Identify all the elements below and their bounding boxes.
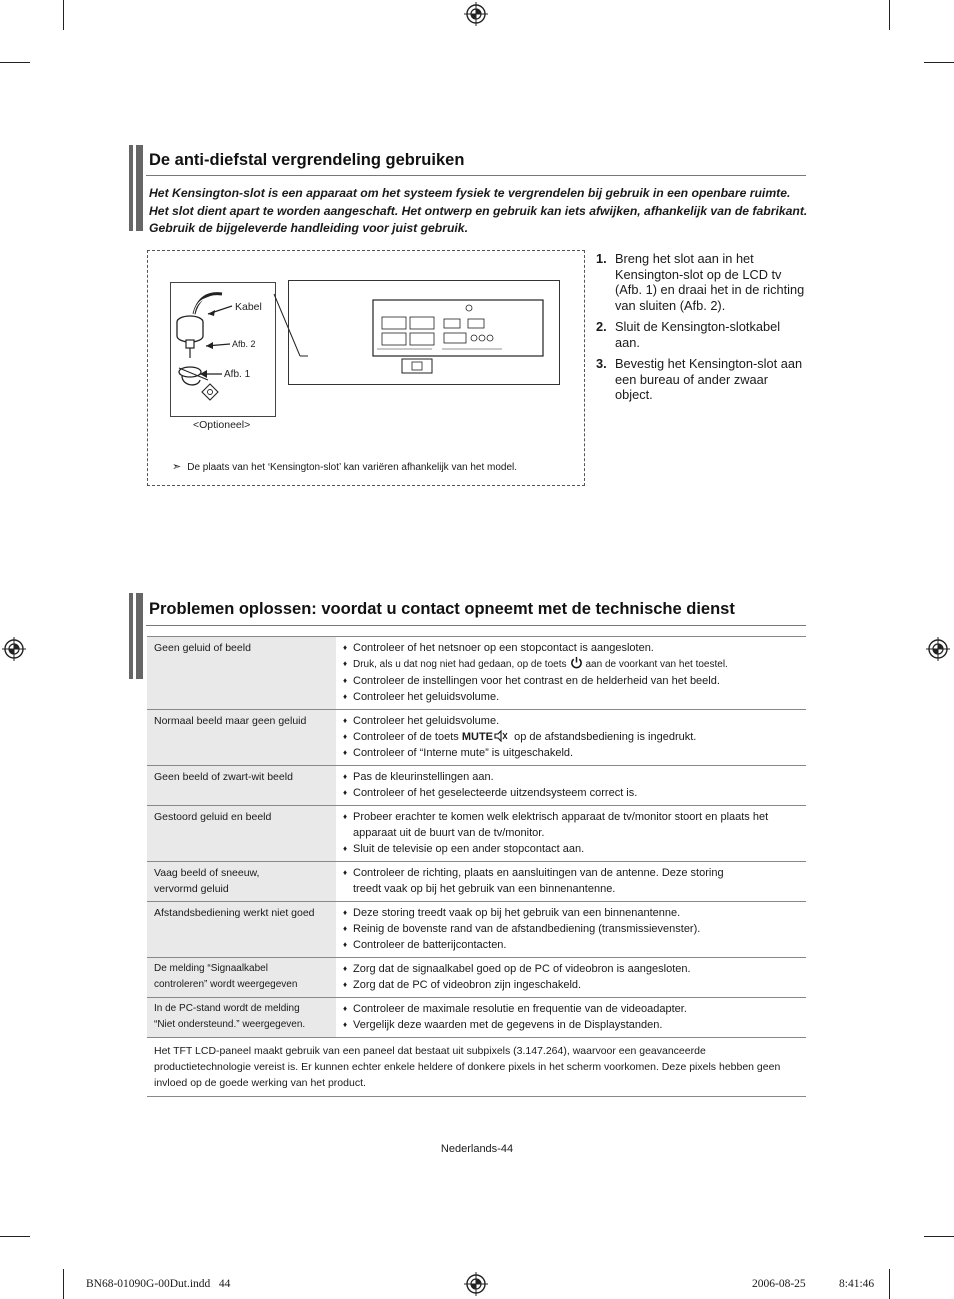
symptom-cell	[147, 862, 336, 902]
solution-item: ♦ Controleer of het geselecteerde uitzendsysteem correct is.	[343, 785, 800, 801]
solution-cell	[336, 998, 806, 1038]
label-fig1: Afb. 1	[224, 369, 251, 380]
symptom-cell	[147, 710, 336, 766]
section-marker	[129, 593, 143, 679]
page-number: Nederlands-44	[440, 1143, 514, 1155]
symptom-text: Geen beeld of zwart-wit beeld	[154, 771, 293, 783]
symptom-text: Geen geluid of beeld	[154, 642, 251, 654]
step-item	[596, 251, 806, 313]
solution-item: ♦ Zorg dat de PC of videobron zijn ingeschakeld.	[343, 977, 800, 993]
crop-mark	[889, 1269, 890, 1299]
solution-item: ♦ Reinig de bovenste rand van de afstandbediening (transmissievenster).	[343, 921, 800, 937]
solution-item: ♦ Controleer de batterijcontacten.	[343, 937, 800, 953]
installation-steps	[596, 251, 806, 409]
symptom-text: vervormd geluid	[154, 883, 229, 895]
solution-item: ♦ Vergelijk deze waarden met de gegevens in de Displaystanden.	[343, 1017, 800, 1033]
registration-mark-icon	[926, 637, 950, 661]
tv-connector-panel-illustration	[372, 299, 544, 377]
symptom-text: Normaal beeld maar geen geluid	[154, 715, 307, 727]
solution-text: Controleer of de toets	[353, 731, 459, 743]
solution-item: ♦ Controleer de maximale resolutie en frequentie van de videoadapter.	[343, 1001, 800, 1017]
table-row	[147, 1038, 806, 1097]
symptom-text: “Niet ondersteund.” weergegeven.	[154, 1019, 306, 1030]
crop-mark	[63, 0, 64, 30]
power-icon	[570, 656, 583, 669]
solution-item	[343, 656, 800, 673]
solution-item: ♦ Controleer of “Interne mute” is uitgeschakeld.	[343, 745, 800, 761]
symptom-cell	[147, 637, 336, 710]
illustration-note	[172, 460, 517, 473]
section-marker	[129, 145, 143, 231]
intro-line: Het slot dient apart te worden aangeschaft. Het ontwerp en gebruik kan iets afwijken, afhankelijk van de fabrikant.	[149, 203, 808, 218]
step-number: 3.	[596, 356, 607, 371]
section-title-anti-theft: De anti-diefstal vergrendeling gebruiken	[149, 151, 465, 169]
symptom-text: De melding “Signaalkabel	[154, 963, 268, 974]
table-row	[147, 637, 806, 710]
table-row	[147, 958, 806, 998]
label-fig2: Afb. 2	[232, 339, 256, 349]
step-text: Bevestig het Kensington-slot aan een bureau of ander zwaar object.	[615, 356, 803, 402]
crop-mark	[889, 0, 890, 30]
crop-mark	[0, 62, 30, 63]
label-cable: Kabel	[235, 301, 262, 313]
registration-mark-icon	[464, 1272, 488, 1296]
registration-mark-icon	[2, 637, 26, 661]
solution-item: ♦ Deze storing treedt vaak op bij het gebruik van een binnenantenne.	[343, 905, 800, 921]
solution-item: ♦ Controleer het geluidsvolume.	[343, 713, 800, 729]
step-text: Sluit de Kensington-slotkabel aan.	[615, 319, 781, 350]
step-item	[596, 356, 806, 403]
solution-item: ♦ Controleer de richting, plaats en aansluitingen van de antenne. Deze storing treedt vaak op bij het gebruik van een binnenantenne.	[343, 865, 800, 897]
table-row	[147, 998, 806, 1038]
solution-item: ♦ Pas de kleurinstellingen aan.	[343, 769, 800, 785]
solution-item: ♦ Controleer het geluidsvolume.	[343, 689, 800, 705]
table-row	[147, 862, 806, 902]
crop-mark	[924, 1236, 954, 1237]
solution-text: Druk, als u dat nog niet had gedaan, op de toets	[353, 659, 567, 670]
title-rule	[146, 625, 806, 626]
intro-line: Gebruik de bijgeleverde handleiding voor juist gebruik.	[149, 221, 468, 235]
table-row	[147, 902, 806, 958]
solution-cell	[336, 958, 806, 998]
intro-text	[149, 185, 809, 238]
slug-date: 2006-08-25	[752, 1278, 806, 1290]
step-number: 1.	[596, 251, 607, 266]
solution-cell	[336, 637, 806, 710]
file-slug: BN68-01090G-00Dut.indd 44	[86, 1278, 231, 1290]
solution-item: ♦ Zorg dat de signaalkabel goed op de PC of videobron is aangesloten.	[343, 961, 800, 977]
registration-mark-icon	[464, 2, 488, 26]
solution-text: op de afstandsbediening is ingedrukt.	[514, 731, 697, 743]
crop-mark	[924, 62, 954, 63]
label-optional: <Optioneel>	[193, 419, 251, 431]
table-row	[147, 766, 806, 806]
step-text: Breng het slot aan in het Kensington-slot op de LCD tv (Afb. 1) en draai het in de richting van sluiten (Afb. 2).	[615, 251, 805, 313]
mute-icon	[494, 730, 508, 742]
table-row	[147, 710, 806, 766]
symptom-cell	[147, 958, 336, 998]
symptom-text: Gestoord geluid en beeld	[154, 811, 272, 823]
solution-cell	[336, 862, 806, 902]
note-arrow-icon: ➣	[172, 461, 182, 473]
symptom-text: controleren” wordt weergegeven	[154, 979, 298, 990]
solution-cell	[336, 806, 806, 862]
step-item	[596, 319, 806, 350]
pixel-footnote: Het TFT LCD-paneel maakt gebruik van een paneel dat bestaat uit subpixels (3.147.264), waarvoor een geavanceerde productietechnologie vereist is. Er kunnen echter enkele heldere of donkere pixels in het scherm voorkomen. Deze pixels hebben geen invloed op de goede werking van het product.	[147, 1038, 806, 1097]
crop-mark	[0, 1236, 30, 1237]
crop-mark	[63, 1269, 64, 1299]
solution-cell	[336, 766, 806, 806]
note-text: De plaats van het ‘Kensington-slot’ kan variëren afhankelijk van het model.	[187, 462, 518, 473]
solution-item: ♦ Controleer of het netsnoer op een stopcontact is aangesloten.	[343, 640, 800, 656]
solution-item: ♦ Controleer de instellingen voor het contrast en de helderheid van het beeld.	[343, 673, 800, 689]
table-row	[147, 806, 806, 862]
section-title-troubleshooting: Problemen oplossen: voordat u contact opneemt met de technische dienst	[149, 600, 735, 618]
mute-label: MUTE	[461, 731, 494, 743]
slug-time: 8:41:46	[839, 1278, 875, 1290]
intro-line: Het Kensington-slot is een apparaat om het systeem fysiek te vergrendelen bij gebruik in een openbare ruimte.	[149, 186, 791, 200]
symptom-text: Vaag beeld of sneeuw,	[154, 867, 260, 879]
symptom-cell	[147, 806, 336, 862]
solution-item: ♦ Sluit de televisie op een ander stopcontact aan.	[343, 841, 800, 857]
troubleshooting-table	[147, 636, 806, 1097]
solution-item	[343, 729, 800, 745]
symptom-cell	[147, 998, 336, 1038]
solution-item: ♦ Probeer erachter te komen welk elektrisch apparaat de tv/monitor stoort en plaats het apparaat uit de buurt van de tv/monitor.	[343, 809, 800, 841]
solution-cell	[336, 710, 806, 766]
title-rule	[146, 175, 806, 176]
symptom-text: In de PC-stand wordt de melding	[154, 1003, 300, 1014]
solution-text: aan de voorkant van het toestel.	[585, 659, 728, 670]
symptom-cell	[147, 766, 336, 806]
step-number: 2.	[596, 319, 607, 334]
symptom-cell	[147, 902, 336, 958]
symptom-text: Afstandsbediening werkt niet goed	[154, 907, 315, 919]
solution-cell	[336, 902, 806, 958]
